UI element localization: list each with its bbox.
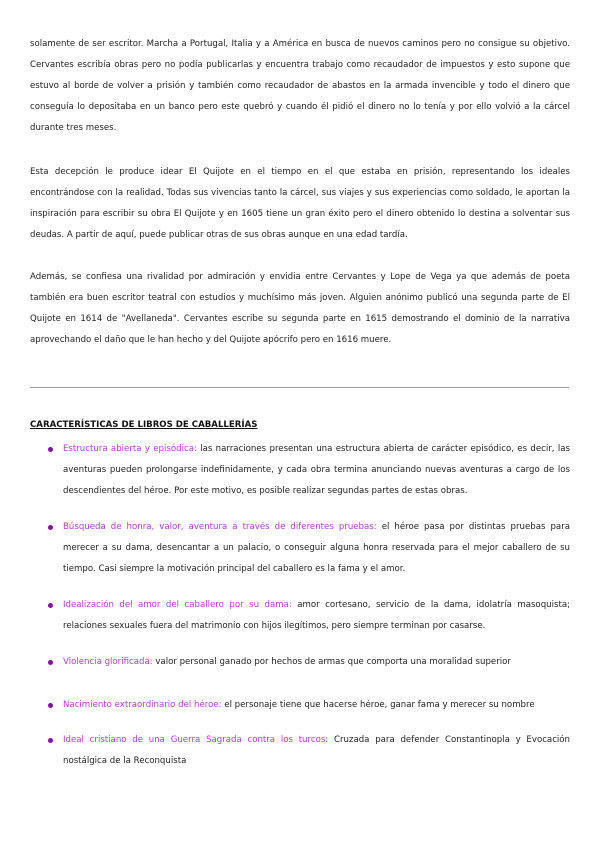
bullet-icon (48, 660, 53, 665)
item-term: Violencia glorificada: (63, 657, 153, 667)
item-term: Ideal cristiano de una Guerra Sagrada contra los turcos: (63, 735, 329, 745)
item-text: amor cortesano, servicio de la dama, idolatría masoquista; relaciones sexuales fuera del matrimonio con hijos ilegítimos, pero siempre terminan por casarse. (63, 600, 570, 631)
bullet-icon (48, 603, 53, 608)
bullet-icon (48, 703, 53, 708)
item-term: Estructura abierta y episódica: (63, 444, 197, 454)
list-item (30, 652, 511, 673)
horizontal-divider (30, 387, 569, 388)
bullet-icon (48, 447, 53, 452)
paragraph-cervantes-career: solamente de ser escritor. Marcha a Portugal, Italia y a América en busca de nuevos caminos pero no consigue su objetivo. Cervantes escribía obras pero no podía publicarlas y encuentra trabajo como recaudador de impuestos y esto supone que estuvo al borde de volver a prisión y también como recaudador de abastos en la armada invencible y todo el dinero que conseguía lo depositaba en un banco pero este quebró y cuando él pidió el dinero no lo tenía y por ello volvió a la cárcel durante tres meses. (30, 39, 570, 133)
bullet-icon (48, 525, 53, 530)
list-item (30, 695, 535, 716)
item-text: las narraciones presentan una estructura abierta de carácter episódico, es decir, las aventuras pueden prolongarse indefinidamente, y cada obra termina anunciando nuevas aventuras a cargo de los descendientes del héroe. Por este motivo, es posible realizar segundas partes de estas obras. (63, 444, 570, 496)
item-term: Búsqueda de honra, valor, aventura a través de diferentes pruebas: (63, 522, 377, 532)
item-text: el héroe pasa por distintas pruebas para merecer a su dama, desencantar a un palacio, o conseguir alguna honra reservada para el mejor caballero de su tiempo. Casi siempre la motivación principal del caballero es la fama y el amor. (63, 522, 570, 574)
list-item (30, 595, 570, 637)
list-item (30, 439, 570, 502)
item-text: valor personal ganado por hechos de armas que comporta una moralidad superior (152, 657, 511, 667)
item-text: el personaje tiene que hacerse héroe, ganar fama y merecer su nombre (221, 700, 535, 710)
list-item (30, 517, 570, 580)
section-heading: CARACTERÍSTICAS DE LIBROS DE CABALLERÍAS (30, 420, 258, 430)
item-term: Nacimiento extraordinario del héroe: (63, 700, 222, 710)
list-item (30, 730, 570, 772)
item-text: Cruzada para defender Constantinopla y Evocación nostálgica de la Reconquista (63, 735, 571, 766)
item-term: Idealización del amor del caballero por su dama: (63, 600, 292, 610)
paragraph-rivalry: Además, se confiesa una rivalidad por admiración y envidia entre Cervantes y Lope de Vega ya que además de poeta también era buen escritor teatral con estudios y muchísimo más joven. Alguien anónimo publicó una segunda parte de El Quijote en 1614 de "Avellaneda". Cervantes escribe su segunda parte en 1615 demostrando el dominio de la narrativa aprovechando el daño que le han hecho y del Quijote apócrifo pero en 1616 muere. (30, 272, 570, 345)
bullet-icon (48, 738, 53, 743)
paragraph-quijote-origin: Esta decepción le produce idear El Quijote en el tiempo en el que estaba en prisión, representando los ideales encontrándose con la realidad. Todas sus vivencias tanto la cárcel, sus viajes y sus experiencias como soldado, le aportan la inspiración para escribir su obra El Quijote y en 1605 tiene un gran éxito pero el dinero obtenido lo destina a solventar sus deudas. A partir de aquí, puede publicar otras de sus obras aunque en una edad tardía. (30, 167, 570, 240)
